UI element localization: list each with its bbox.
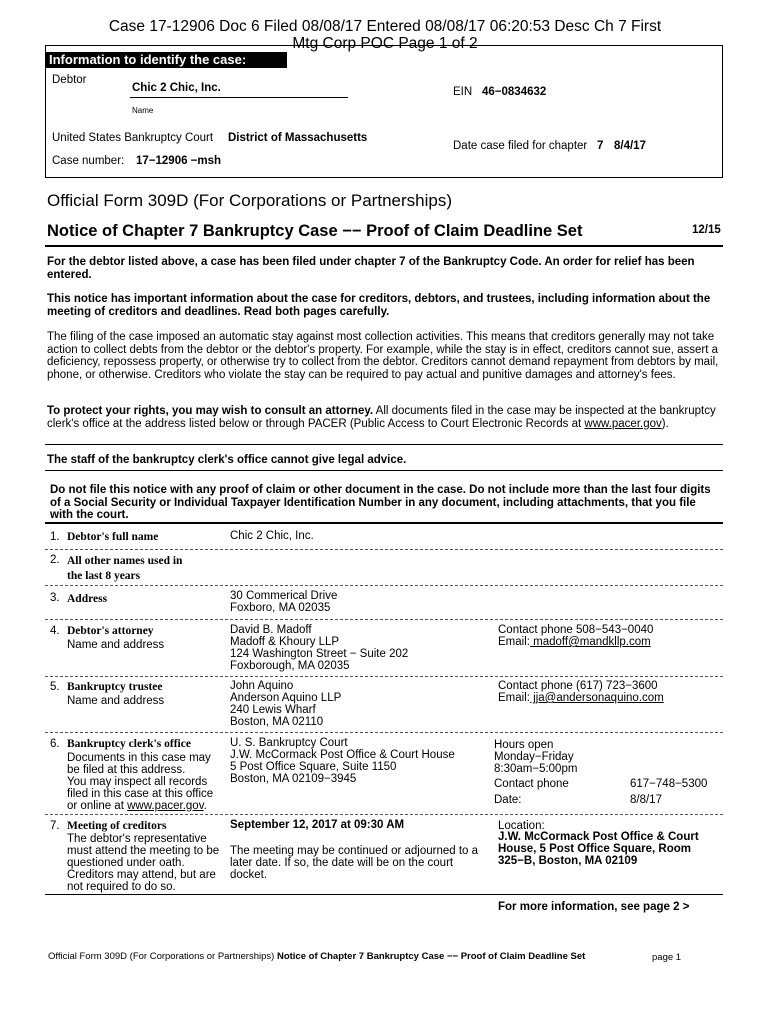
clerk-line1: U. S. Bankruptcy Court [230,737,348,749]
clerk-sub4: filed in this case at this office [67,788,214,800]
debtor-attorney-sublabel: Name and address [67,639,165,651]
trustee-line1: John Aquino [230,680,294,692]
debtor-full-name-value: Chic 2 Chic, Inc. [230,530,314,542]
ein-value: 46−0834632 [482,86,547,98]
no-legal-advice-paragraph: The staff of the bankruptcy clerk's office cannot give legal advice. [47,454,407,466]
clerk-sub5-text: or online at [67,800,128,812]
pacer-link[interactable]: www.pacer.gov [584,417,662,430]
clerk-phone: 617−748−5300 [630,778,708,790]
other-names-label-line2: the last 8 years [67,570,141,582]
trustee-sublabel: Name and address [67,695,165,707]
trustee-email-row [498,692,664,704]
row-2-number: 2. [50,554,60,566]
footer-page-number: page 1 [652,952,682,963]
clerk-office-label: Bankruptcy clerk's office [67,738,191,750]
case-number: 17−12906 −msh [136,155,222,167]
attorney-line3: 124 Washington Street − Suite 202 [230,648,409,660]
meeting-note2: later date. If so, the date will be on the court [230,857,454,869]
row-7-number: 7. [50,820,60,832]
chapter-number: 7 [597,140,604,152]
footer-form-name [48,951,585,963]
meeting-sub3: questioned under oath. [67,857,185,869]
attorney-email-link[interactable]: madoff@mandkllp.com [529,636,651,648]
case-header-line1: Case 17-12906 Doc 6 Filed 08/08/17 Entered 08/08/17 06:20:53 Desc Ch 7 First [108,18,662,35]
clerk-line4: Boston, MA 02109−3945 [230,773,357,785]
attorney-line4: Foxborough, MA 02035 [230,660,350,672]
date-filed-label: Date case filed for chapter [453,140,588,152]
debtor-label: Debtor [52,74,87,86]
location-line1: J.W. McCormack Post Office & Court [498,831,699,843]
clerk-line2: J.W. McCormack Post Office & Court House [230,749,455,761]
clerk-sub3: You may inspect all records [67,776,208,788]
row-1-number: 1. [50,531,60,543]
ein-label: EIN [453,86,473,98]
trustee-line3: 240 Lewis Wharf [230,704,316,716]
court-district: District of Massachusetts [228,132,368,144]
row-6-number: 6. [50,738,60,750]
location-line3: 325−B, Boston, MA 02109 [498,855,638,867]
form-title: Official Form 309D (For Corporations or Partnerships) [47,191,452,210]
protect-rights-text: All documents filed in the case may be inspected at the bankruptcy clerk's office at the address listed below or through PACER (Public Access to Court Electronic Records at [47,405,716,430]
automatic-stay-paragraph: The filing of the case imposed an automatic stay against most collection activities. This means that creditors generally may not take action to collect debts from the debtor or the debtor's property. For example, while the stay is in effect, creditors cannot sue, assert a deficiency, repossess property, or otherwise try to collect from the debtor. Creditors cannot demand repayment from debtors by mail, phone, or otherwise. Creditors who violate the stay can be required to pay actual and punitive damages and attorney's fees. [47,331,719,381]
case-header-line2: Mtg Corp POC Page 1 of 2 [292,35,478,52]
important-notice-paragraph: This notice has important information about the case for creditors, debtors, and trustees, including information about the meeting of creditors and deadlines. Read both pages carefully. [47,293,711,318]
trustee-email-label: Email: [498,692,530,704]
court-label: United States Bankruptcy Court [52,132,214,144]
notice-date: 8/8/17 [630,794,662,806]
meeting-sub1: The debtor's representative [67,833,207,845]
location-line2: House, 5 Post Office Square, Room [498,843,691,855]
clerk-sub5-end: . [203,800,207,812]
protect-rights-paragraph [47,405,723,430]
form-subtitle: Notice of Chapter 7 Bankruptcy Case −− Proof of Claim Deadline Set [47,222,583,240]
hours-times: 8:30am−5:00pm [494,763,578,775]
debtor-name: Chic 2 Chic, Inc. [132,82,221,94]
clerk-sub2: be filed at this address. [67,764,186,776]
clerk-sub1: Documents in this case may [67,752,211,764]
attorney-email-row [498,636,651,648]
meeting-sub2: must attend the meeting to be [67,845,220,857]
row-5-number: 5. [50,681,60,693]
hours-days: Monday−Friday [494,751,574,763]
intro-paragraph: For the debtor listed above, a case has been filed under chapter 7 of the Bankruptcy Code. An order for relief has been entered. [47,256,695,281]
other-names-label-line1: All other names used in [67,555,183,567]
meeting-note3: docket. [230,869,268,881]
debtor-attorney-label: Debtor's attorney [67,625,154,637]
clerk-phone-label: Contact phone [494,778,569,790]
meeting-label: Meeting of creditors [67,820,167,832]
attorney-line2: Madoff & Khoury LLP [230,636,340,648]
meeting-sub4: Creditors may attend, but are [67,869,216,881]
date-filed: 8/4/17 [614,140,646,152]
footer-form-plain: Official Form 309D (For Corporations or Partnerships) [48,951,277,962]
address-line2: Foxboro, MA 02035 [230,602,331,614]
trustee-email-link[interactable]: jja@andersonaquino.com [529,692,664,704]
attorney-line1: David B. Madoff [230,624,312,636]
location-label: Location: [498,820,545,832]
clerk-line3: 5 Post Office Square, Suite 1150 [230,761,397,773]
meeting-datetime: September 12, 2017 at 09:30 AM [230,819,405,831]
clerk-pacer-link[interactable]: www.pacer.gov [127,800,204,812]
name-caption: Name [132,106,154,115]
footer-form-bold: Notice of Chapter 7 Bankruptcy Case −− Proof of Claim Deadline Set [276,951,586,962]
do-not-file-paragraph: Do not file this notice with any proof of claim or other document in the case. Do not include more than the last four digits of a Social Security or Individual Taxpayer Identification Number in any document, including attachments, that you file with the court. [50,484,711,521]
case-info-title: Information to identify the case: [45,52,287,68]
address-label: Address [67,593,108,605]
trustee-phone: Contact phone (617) 723−3600 [498,680,658,692]
trustee-line2: Anderson Aquino LLP [230,692,342,704]
address-line1: 30 Commerical Drive [230,590,338,602]
row-4-number: 4. [50,625,60,637]
case-number-label: Case number: [52,155,125,167]
debtor-full-name-label: Debtor's full name [67,531,159,543]
trustee-line4: Boston, MA 02110 [230,716,324,728]
attorney-phone: Contact phone 508−543−0040 [498,624,654,636]
clerk-sub5 [67,800,207,812]
attorney-email-label: Email: [498,636,530,648]
trustee-label: Bankruptcy trustee [67,681,163,693]
form-version: 12/15 [692,224,721,236]
protect-rights-end: ). [661,417,669,430]
meeting-note1: The meeting may be continued or adjourned to a [230,845,479,857]
row-3-number: 3. [50,592,60,604]
hours-label: Hours open [494,739,554,751]
meeting-sub5: not required to do so. [67,881,176,893]
more-info-link[interactable]: For more information, see page 2 > [498,901,690,913]
protect-rights-bold: To protect your rights, you may wish to consult an attorney. [47,405,374,417]
notice-date-label: Date: [494,794,522,806]
